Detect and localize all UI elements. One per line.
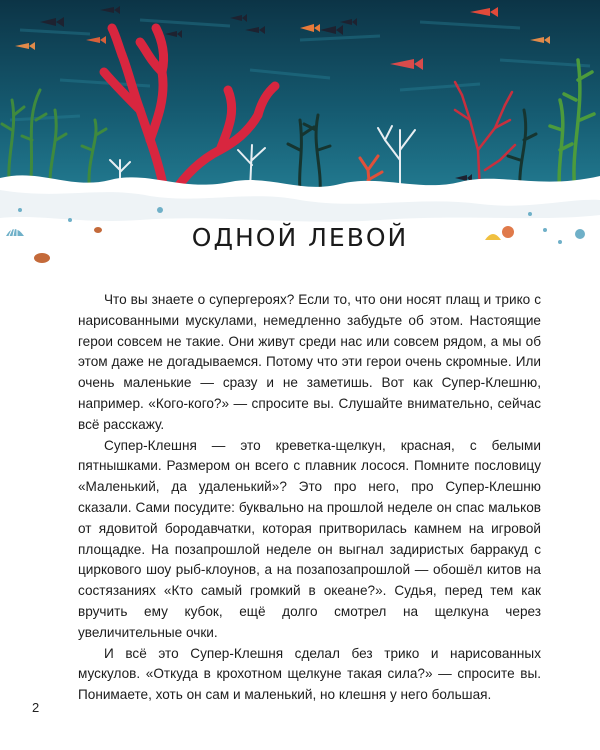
paragraph: Супер-Клешня — это креветка-щелкун, красная, с белыми пятнышками. Размером он всего с плавник лосося. Помните пословицу «Маленький, да удаленький»? Это про него, про Супер-Клешню сказали. Сами посудите: буквально на прошлой неделе он спас мальков от ядовитой бородавчатки, которая притворилась камнем на игровой площадке. На позапрошлой неделе он выгнал задиристых барракуд с циркового шоу рыб-клоунов, а на позапозапрошлой — обошёл китов на состязаниях «Кто самый громкий в океане?». Судья, перед тем как вручить ему кубок, ещё долго смотрел на щелкуна через увеличительные очки. bbox=[78, 437, 541, 640]
page-number: 2 bbox=[32, 700, 40, 715]
paragraph: И всё это Супер-Клешня сделал без трико и нарисованных мускулов. «Откуда в крохотном щелкуне такая сила?» — спросите вы. Понимаете, хоть он сам и маленький, но клешня у него большая. bbox=[78, 645, 541, 703]
paragraph: Что вы знаете о супергероях? Если то, что они носят плащ и трико с нарисованными мускулами, немедленно забудьте об этом. Настоящие герои совсем не такие. Они живут среди нас или совсем рядом, а мы об этом даже не догадываемся. Потому что эти герои очень скромные. Или очень маленькие — сразу и не заметишь. Вот как Супер-Клешню, например. «Кого-кого?» — спросите вы. Слушайте внимательно, сейчас всё расскажу. bbox=[78, 292, 541, 432]
chapter-title: ОДНОЙ ЛЕВОЙ bbox=[191, 223, 409, 252]
story-text bbox=[78, 290, 541, 706]
